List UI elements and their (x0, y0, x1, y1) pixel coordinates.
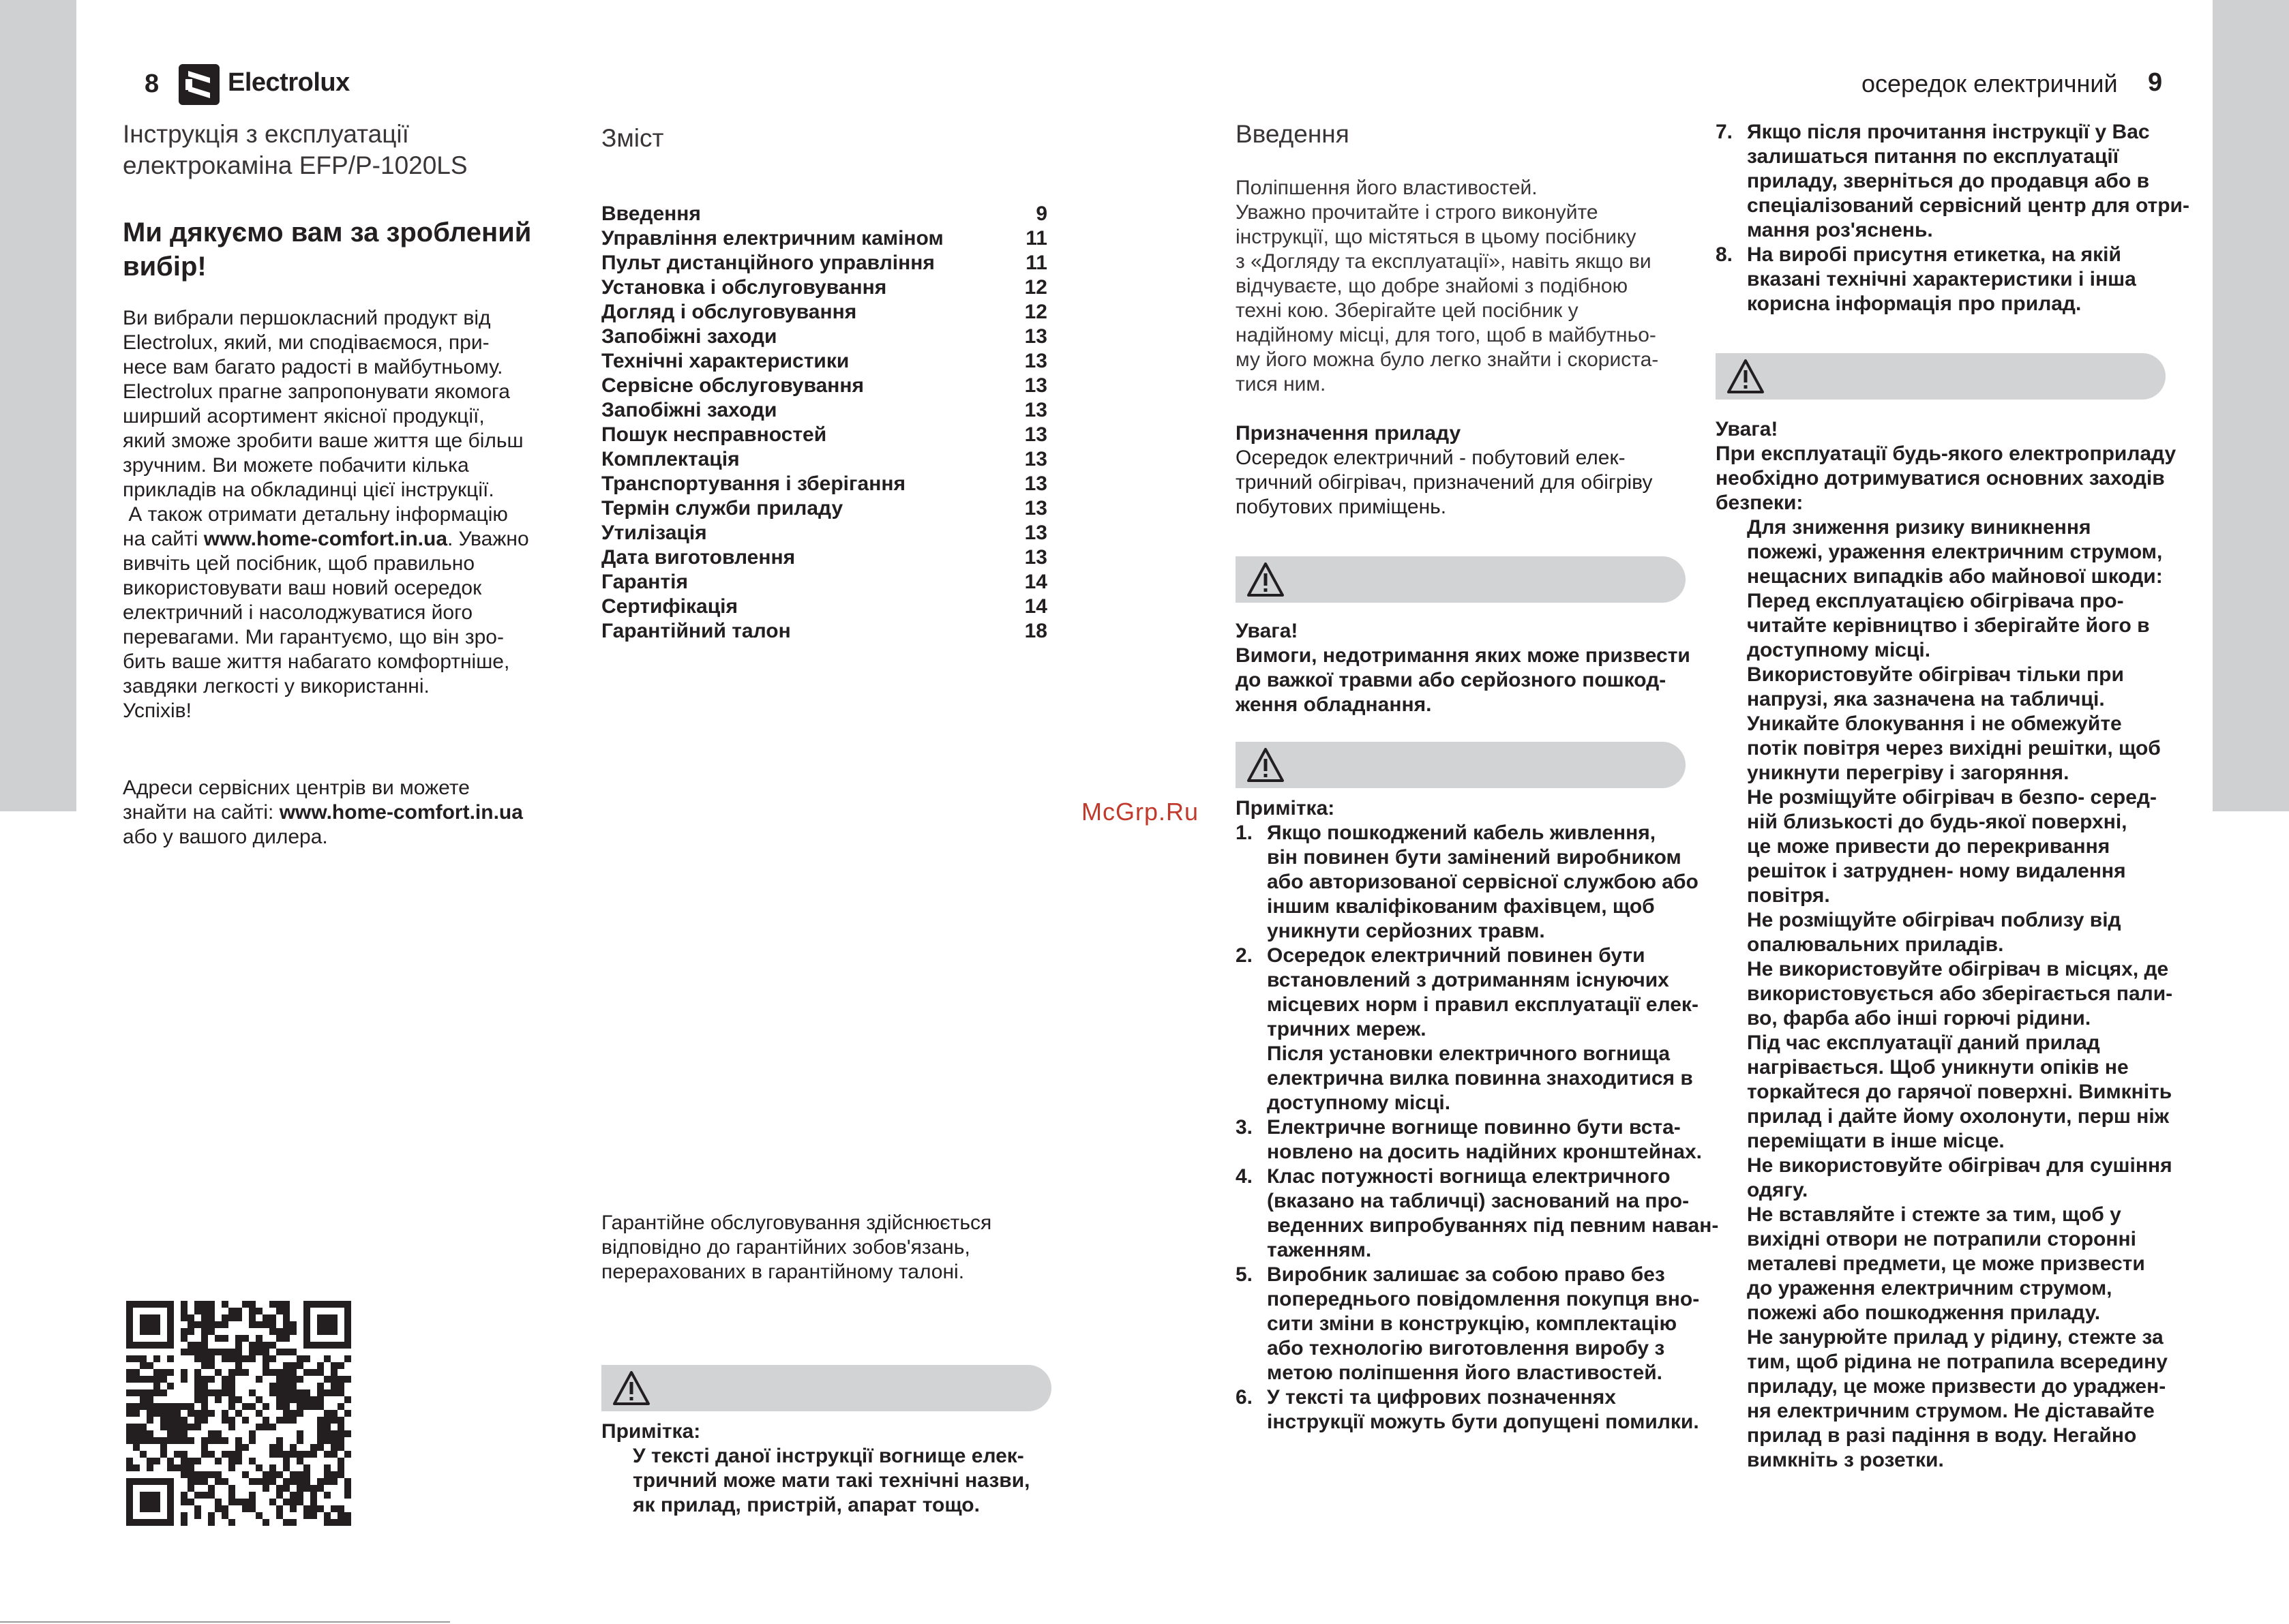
safety-line: во, фарба або інші горючі рідини. (1747, 1007, 2091, 1029)
list-number: 3. (1236, 1116, 1253, 1139)
list-line: На виробі присутня етикетка, на якій (1747, 243, 2121, 266)
intro-line: Уважно прочитайте і строго виконуйте (1236, 201, 1598, 224)
toc-row[interactable] (601, 447, 1047, 472)
note-line: У тексті даної інструкції вогнище елек- (633, 1445, 1024, 1467)
toc-label: Утилізація (601, 522, 707, 544)
toc-page: 13 (1024, 423, 1047, 446)
intro-line: який зможе зробити ваше життя ще більш (123, 430, 524, 452)
warranty-line: Гарантійне обслуговування здійснюється (601, 1212, 992, 1234)
list-line: інструкції можуть бути допущені помилки. (1267, 1411, 1699, 1433)
toc-label: Дата виготовлення (601, 546, 796, 569)
toc-label: Сервісне обслуговування (601, 374, 865, 397)
list-line: місцевих норм і правил експлуатації елек- (1267, 993, 1699, 1016)
intro-line: Поліпшення його властивостей. (1236, 177, 1538, 199)
list-line: Виробник залишає за собою право без (1267, 1263, 1665, 1286)
intro-line: перевагами. Ми гарантуємо, що він зро- (123, 626, 504, 648)
safety-instructions (1747, 515, 2183, 1473)
toc-label: Догляд і обслуговування (601, 301, 857, 323)
note-line: тричний може мати такі технічні назви, (633, 1469, 1030, 1492)
list-line: мання роз'яснень. (1747, 219, 1933, 241)
safety-line: прилад і дайте йому охолонути, перш ніж (1747, 1105, 2169, 1128)
attention-line: безпеки: (1716, 492, 1804, 514)
toc-row[interactable] (601, 619, 1047, 644)
intro-line: му його можна було легко знайти і скориста- (1236, 348, 1659, 371)
safety-line: Перед експлуатацією обігрівача про- (1747, 590, 2124, 612)
warning-triangle-icon (1246, 562, 1285, 597)
toc-row[interactable] (601, 251, 1047, 275)
site-prefix: на сайті (123, 528, 204, 550)
note-text (633, 1444, 1056, 1518)
toc-label: Транспортування і зберігання (601, 472, 906, 495)
toc-page: 13 (1024, 448, 1047, 470)
safety-line: металеві предмети, це може призвести (1747, 1252, 2145, 1275)
list-number: 5. (1236, 1263, 1253, 1286)
list-number: 1. (1236, 822, 1253, 844)
intro-line: використовувати ваш новий осередок (123, 577, 482, 599)
warranty-line: перерахованих в гарантійному талоні. (601, 1261, 965, 1283)
attention-line: необхідно дотримуватися основних заходів (1716, 467, 2165, 490)
list-line: приладу, зверніться до продавця або в (1747, 170, 2150, 192)
list-line: або технологію виготовлення виробу з (1267, 1337, 1665, 1359)
warranty-text (601, 1211, 1051, 1284)
purpose-line: побутових приміщень. (1236, 496, 1447, 518)
safety-line: нещасних випадків або майнової шкоди: (1747, 565, 2163, 588)
toc-row[interactable] (601, 325, 1047, 349)
toc-page: 13 (1024, 399, 1047, 421)
service-line-site (123, 800, 573, 825)
toc-row[interactable] (601, 423, 1047, 447)
attention-line: до важкої травми або серйозного пошкод- (1236, 669, 1666, 691)
list-line: сити зміни в конструкцію, комплектацію (1267, 1312, 1677, 1335)
intro-title: Введення (1236, 120, 1349, 148)
intro-line: Electrolux прагне запропонувати якомога (123, 380, 510, 403)
safety-line: потік повітря через вихідні решітки, щоб (1747, 737, 2161, 760)
toc-label: Термін служби приладу (601, 497, 843, 520)
safety-line: вимкніть з розетки. (1747, 1449, 1944, 1471)
right-page-number: 9 (2148, 68, 2163, 97)
toc-label: Введення (601, 202, 701, 225)
attention-heading: Увага! (1716, 418, 1778, 440)
left-edge-tab (0, 0, 76, 811)
toc-row[interactable] (601, 226, 1047, 251)
safety-attention-block (1716, 417, 2179, 515)
list-line: веденних випробуваннях під певним навaн- (1267, 1214, 1719, 1237)
purpose-line: тричний обігрівач, призначений для обігріву (1236, 471, 1653, 494)
list-item (1716, 243, 2166, 316)
note-heading: Примітка: (601, 1420, 701, 1443)
safety-line: Уникайте блокування і не обмежуйте (1747, 712, 2122, 735)
intro-line: Electrolux, який, ми сподіваємося, при- (123, 331, 490, 354)
service-line: Адреси сервісних центрів ви можете (123, 777, 470, 799)
list-line: іншим кваліфікованим фахівцем, щоб (1267, 895, 1655, 918)
note-warning-bar (1236, 742, 1686, 788)
list-item (1236, 1164, 1719, 1263)
note-warning-bar (601, 1365, 1051, 1411)
list-line: таженням. (1267, 1239, 1372, 1261)
list-line: новлено на досить надійних кронштейнах. (1267, 1141, 1702, 1163)
safety-line: Не розміщуйте обігрівач поблизу від (1747, 909, 2121, 931)
list-line: залишаться питання по експлуатації (1747, 145, 2119, 168)
service-line: або у вашого дилера. (123, 826, 328, 848)
attention-line: При експлуатації будь-якого електроприладу (1716, 442, 2176, 465)
warning-triangle-icon (1246, 747, 1285, 783)
safety-line: напрузі, яка зазначена на табличці. (1747, 688, 2105, 710)
safety-line: решіток і затруднен- ному видалення (1747, 860, 2126, 882)
attention-heading: Увага! (1236, 620, 1298, 642)
list-item (1236, 1115, 1702, 1164)
intro-line: прикладів на обкладинці цієї інструкції. (123, 479, 494, 501)
safety-line: нагрівається. Щоб уникнути опіків не (1747, 1056, 2129, 1079)
document-title (123, 119, 559, 181)
warning-triangle-icon (1726, 359, 1765, 394)
list-item (1236, 821, 1699, 944)
intro-line: ширший асортимент якісної продукції, (123, 405, 485, 427)
toc-page: 13 (1024, 546, 1047, 569)
service-centers-text (123, 776, 573, 849)
safety-line: пожежі, ураження електричним струмом, (1747, 541, 2163, 563)
safety-line: вихідні отвори не потрапили сторонні (1747, 1228, 2136, 1250)
toc-row[interactable] (601, 300, 1047, 325)
safety-line: одягу. (1747, 1179, 1808, 1201)
list-line: вказані технічні характеристики і інша (1747, 268, 2136, 290)
attention-warning-bar (1716, 353, 2166, 400)
toc-page: 13 (1024, 472, 1047, 495)
toc-title: Зміст (601, 124, 664, 152)
list-line: уникнути серйозних травм. (1267, 920, 1545, 942)
site-link[interactable]: www.home-comfort.in.ua (203, 528, 448, 550)
toc-row[interactable] (601, 374, 1047, 398)
thanks-heading-line: вибір! (123, 252, 207, 282)
toc-page: 18 (1024, 620, 1047, 642)
toc-row[interactable] (601, 202, 1047, 226)
purpose-text (1236, 446, 1692, 520)
note-line: як прилад, пристрій, апарат тощо. (633, 1494, 980, 1516)
toc-row[interactable] (601, 472, 1047, 496)
toc-label: Запобіжні заходи (601, 399, 777, 421)
list-number: 6. (1236, 1386, 1253, 1409)
toc-row[interactable] (601, 275, 1047, 300)
safety-line: приладу, це може призвести до ураджен- (1747, 1375, 2166, 1398)
safety-line: Не вставляйте і стежте за тим, щоб у (1747, 1203, 2121, 1226)
list-line: електрична вилка повинна знаходитися в (1267, 1067, 1693, 1089)
toc-page: 13 (1024, 497, 1047, 520)
intro-line: надійному місці, для того, щоб в майбутньо- (1236, 324, 1656, 346)
toc-label: Гарантійний талон (601, 620, 791, 642)
list-line: попереднього повідомлення покупця вно- (1267, 1288, 1700, 1310)
bottom-rule (0, 1621, 450, 1623)
intro-line: завдяки легкості у використанні. (123, 675, 430, 697)
qr-code (123, 1297, 355, 1530)
intro-line: А також отримати детальну інформацію (123, 503, 508, 526)
toc-row[interactable] (601, 570, 1047, 595)
list-number: 2. (1236, 944, 1253, 967)
purpose-line: Осередок електричний - побутовий елек- (1236, 447, 1626, 469)
toc-label: Запобіжні заходи (601, 325, 777, 348)
toc-label: Гарантія (601, 571, 688, 593)
toc-page: 13 (1024, 325, 1047, 348)
toc-row[interactable] (601, 398, 1047, 423)
toc-page: 13 (1024, 350, 1047, 372)
toc-label: Технічні характеристики (601, 350, 850, 372)
safety-line: Використовуйте обігрівач тільки при (1747, 663, 2124, 686)
list-line: Якщо пошкоджений кабель живлення, (1267, 822, 1656, 844)
list-item (1236, 1385, 1699, 1434)
list-item (1236, 944, 1699, 1115)
toc-label: Сертифікація (601, 595, 738, 618)
toc-page: 11 (1026, 252, 1047, 274)
right-edge-tab (2213, 0, 2289, 811)
safety-line: опалювальних приладів. (1747, 933, 2004, 956)
safety-line: Не використовуйте обігрівач для сушіння (1747, 1154, 2172, 1177)
intro-line: тися ним. (1236, 373, 1326, 395)
list-line: або авторизованої сервісної службою або (1267, 871, 1699, 893)
safety-line: до ураження електричним струмом, (1747, 1277, 2112, 1299)
attention-block (1236, 619, 1692, 717)
intro-line: несе вам багато радості в майбутньому. (123, 356, 503, 378)
toc-row[interactable] (601, 595, 1047, 619)
safety-line: це може привести до перекривання (1747, 835, 2110, 858)
toc-page: 14 (1024, 571, 1047, 593)
warning-triangle-icon (612, 1370, 650, 1406)
intro-line: відчуваєте, що добре знайомі з подібною (1236, 275, 1628, 297)
list-line: корисна інформація про прилад. (1747, 292, 2082, 315)
toc-label: Пульт дистанційного управління (601, 252, 935, 274)
purpose-heading: Призначення приладу (1236, 422, 1461, 445)
toc-row[interactable] (601, 349, 1047, 374)
safety-line: Не занурюйте прилад у рідину, стежте за (1747, 1326, 2164, 1349)
toc-page: 9 (1036, 202, 1047, 225)
intro-paragraph (123, 306, 573, 723)
safety-line: повітря. (1747, 884, 1830, 907)
toc-page: 12 (1024, 301, 1047, 323)
toc-row[interactable] (601, 496, 1047, 521)
safety-line: тим, щоб рідина не потрапила всередину (1747, 1351, 2168, 1373)
toc-row[interactable] (601, 545, 1047, 570)
intro-line: вивчіть цей посібник, щоб правильно (123, 552, 475, 575)
notes-list (1236, 821, 1719, 1434)
intro-line: з «Догляду та експлуатації», навіть якщо ви (1236, 250, 1651, 273)
toc-page: 14 (1024, 595, 1047, 618)
safety-line: використовується або зберігається пали- (1747, 982, 2173, 1005)
list-line: метою поліпшення його властивостей. (1267, 1362, 1662, 1384)
list-line: У тексті та цифрових позначеннях (1267, 1386, 1616, 1409)
toc-label: Установка і обслуговування (601, 276, 887, 299)
list-line: Електричне вогнище повинно бути вста- (1267, 1116, 1681, 1139)
safety-line: пожежі або пошкодження приладу. (1747, 1302, 2101, 1324)
list-number: 8. (1716, 243, 1733, 266)
toc-label: Комплектація (601, 448, 740, 470)
list-number: 7. (1716, 121, 1733, 143)
safety-line: ній близькості до будь-якої поверхні, (1747, 811, 2127, 833)
attention-warning-bar (1236, 556, 1686, 603)
electrolux-logo-icon (179, 64, 220, 105)
list-line: Якщо після прочитання інструкції у Вас (1747, 121, 2150, 143)
document-title-line: електрокаміна EFP/P-1020LS (123, 151, 468, 179)
safety-line: ня електричним струмом. Не діставайте (1747, 1400, 2155, 1422)
list-line: спеціалізований сервісний центр для отри- (1747, 194, 2189, 217)
list-line: (вказано на табличці) заснований на про- (1267, 1190, 1690, 1212)
intro-line-site (123, 527, 573, 552)
toc-label: Пошук несправностей (601, 423, 827, 446)
thanks-heading-line: Ми дякуємо вам за зроблений (123, 217, 532, 247)
list-number: 4. (1236, 1165, 1253, 1188)
list-line: він повинен бути замінений виробником (1267, 846, 1681, 869)
table-of-contents (601, 202, 1047, 644)
safety-line: доступному місці. (1747, 639, 1931, 661)
safety-line: переміщати в інше місце. (1747, 1130, 2005, 1152)
toc-page: 11 (1026, 227, 1047, 250)
thanks-heading (123, 215, 531, 284)
intro-line: Ви вибрали першокласний продукт від (123, 307, 491, 329)
intro-line: бить ваше життя набагато комфортніше, (123, 650, 510, 673)
list-item (1716, 120, 2189, 243)
watermark: McGrp.Ru (1081, 798, 1199, 826)
toc-page: 12 (1024, 276, 1047, 299)
list-line: встановлений з дотриманням існуючих (1267, 969, 1669, 991)
toc-label: Управління електричним каміном (601, 227, 944, 250)
safety-line: Не розміщуйте обігрівач в безпо- серед- (1747, 786, 2157, 809)
left-page-number: 8 (145, 70, 160, 98)
safety-line: прилад в разі падіння в воду. Негайно (1747, 1424, 2137, 1447)
attention-line: Вимоги, недотримання яких може призвести (1236, 644, 1690, 667)
list-line: доступному місці. (1267, 1092, 1451, 1114)
attention-line: ження обладнання. (1236, 693, 1432, 716)
list-line: Осередок електричний повинен бути (1267, 944, 1645, 967)
safety-line: читайте керівництво і зберігайте його в (1747, 614, 2150, 637)
intro-line: електричний і насолоджуватися його (123, 601, 473, 624)
safety-line: уникнути перегріву і загоряння. (1747, 762, 2069, 784)
safety-line: Не використовуйте обігрівач в місцях, де (1747, 958, 2169, 980)
intro-line: інструкції, що містяться в цьому посібнику (1236, 226, 1636, 248)
toc-row[interactable] (601, 521, 1047, 545)
intro-text (1236, 176, 1692, 397)
toc-page: 13 (1024, 374, 1047, 397)
brand-name: Electrolux (228, 68, 350, 97)
service-site-link[interactable]: www.home-comfort.in.ua (279, 801, 523, 824)
continued-list (1716, 120, 2189, 316)
document-title-line: Інструкція з експлуатації (123, 120, 409, 148)
safety-line: Для зниження ризику виникнення (1747, 516, 2091, 539)
right-section-title: осередок електричний (1861, 70, 2118, 97)
service-prefix: знайти на сайті: (123, 801, 280, 824)
intro-line: техні кою. Зберігайте цей посібник у (1236, 299, 1579, 322)
toc-page: 13 (1024, 522, 1047, 544)
list-line: тричних мереж. (1267, 1018, 1426, 1040)
intro-line: Успіхів! (123, 700, 192, 722)
safety-line: Під час експлуатації даний прилад (1747, 1032, 2100, 1054)
note-heading: Примітка: (1236, 797, 1335, 819)
warranty-line: відповідно до гарантійних зобов'язань, (601, 1236, 970, 1259)
list-line: Клас потужності вогнища електричного (1267, 1165, 1671, 1188)
site-suffix: . Уважно (447, 528, 529, 550)
intro-line: зручним. Ви можете побачити кілька (123, 454, 469, 477)
safety-line: торкайтеся до гарячої поверхні. Вимкніть (1747, 1081, 2172, 1103)
list-item (1236, 1263, 1699, 1385)
list-line: Після установки електричного вогнища (1267, 1042, 1671, 1065)
